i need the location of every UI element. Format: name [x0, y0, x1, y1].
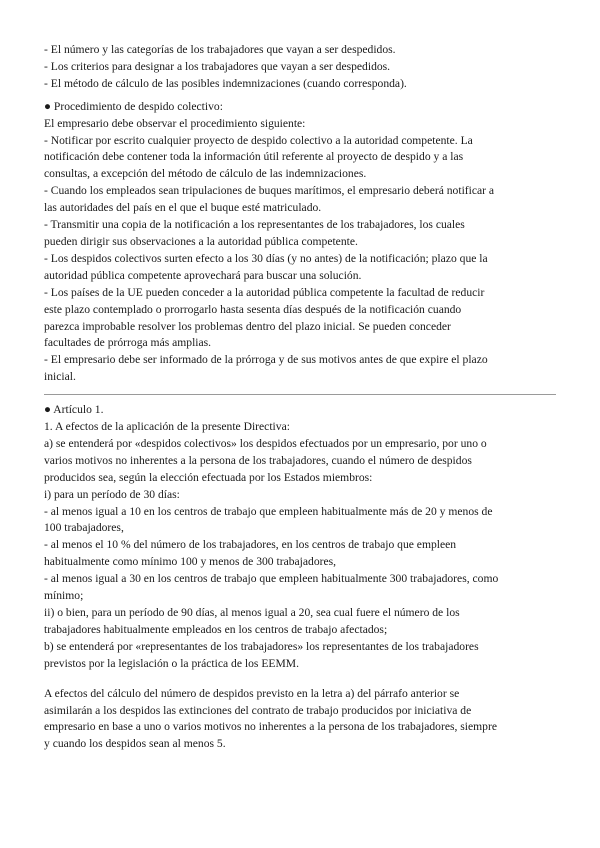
- paragraph-line: 1. A efectos de la aplicación de la presente Directiva:: [44, 420, 290, 434]
- paragraph-line: El empresario debe observar el procedimiento siguiente:: [44, 116, 306, 130]
- section-heading: ● Artículo 1.: [44, 403, 104, 417]
- paragraph-line: - Los países de la UE pueden conceder a la autoridad pública competente la facultad de reducir: [44, 285, 485, 299]
- paragraph-line: inicial.: [44, 370, 76, 384]
- paragraph-line: - Cuando los empleados sean tripulaciones de buques marítimos, el empresario deberá notificar a: [44, 184, 495, 198]
- paragraph-line: - Notificar por escrito cualquier proyecto de despido colectivo a la autoridad competente. La: [44, 133, 473, 147]
- paragraph-line: 100 trabajadores,: [44, 521, 124, 535]
- paragraph-line: trabajadores habitualmente empleados en los centros de trabajo afectados;: [44, 622, 388, 636]
- document-page: [44, 42, 558, 753]
- articulo-section: [44, 402, 558, 673]
- paragraph-line: parezca improbable resolver los problemas dentro del plazo inicial. Se pueden conceder: [44, 319, 451, 333]
- section-heading: ● Procedimiento de despido colectivo:: [44, 99, 223, 113]
- list-item: - El método de cálculo de las posibles indemnizaciones (cuando corresponda).: [44, 76, 407, 90]
- paragraph-line: - El empresario debe ser informado de la prórroga y de sus motivos antes de que expire el plazo: [44, 353, 488, 367]
- paragraph-line: varios motivos no inherentes a la persona de los trabajadores, cuando el número de despidos: [44, 453, 472, 467]
- list-item: - El número y las categorías de los trabajadores que vayan a ser despedidos.: [44, 43, 396, 56]
- list-item: - Los criterios para designar a los trabajadores que vayan a ser despedidos.: [44, 59, 391, 73]
- paragraph-line: producidos sea, según la elección efectuada por los Estados miembros:: [44, 470, 373, 484]
- paragraph-line: autoridad pública competente aprovechará para buscar una solución.: [44, 268, 362, 282]
- paragraph-line: - al menos el 10 % del número de los trabajadores, en los centros de trabajo que empleen: [44, 538, 457, 552]
- paragraph-line: - al menos igual a 10 en los centros de trabajo que empleen habitualmente más de 20 y menos de: [44, 504, 493, 518]
- procedimiento-section: [44, 99, 558, 386]
- final-paragraph: [44, 686, 558, 754]
- paragraph-line: y cuando los despidos sean al menos 5.: [44, 737, 226, 751]
- paragraph-line: este plazo contemplado o prorrogarlo hasta sesenta días después de la notificación cuando: [44, 302, 462, 316]
- paragraph-line: A efectos del cálculo del número de despidos previsto en la letra a) del párrafo anterior se: [44, 686, 460, 700]
- paragraph-line: - al menos igual a 30 en los centros de trabajo que empleen habitualmente 300 trabajadores, como: [44, 572, 499, 586]
- section-divider: [44, 394, 556, 395]
- paragraph-line: b) se entenderá por «representantes de los trabajadores» los representantes de los trabajadores: [44, 639, 479, 653]
- paragraph-line: facultades de prórroga más amplias.: [44, 336, 212, 350]
- paragraph-line: ii) o bien, para un período de 90 días, al menos igual a 20, sea cual fuere el número de los: [44, 606, 460, 619]
- paragraph-line: - Los despidos colectivos surten efecto a los 30 días (y no antes) de la notificación; plazo que la: [44, 251, 488, 265]
- paragraph-line: pueden dirigir sus observaciones a la autoridad pública competente.: [44, 234, 358, 248]
- paragraph-line: - Transmitir una copia de la notificación a los representantes de los trabajadores, los cuales: [44, 218, 465, 232]
- paragraph-line: habitualmente como mínimo 100 y menos de 300 trabajadores,: [44, 555, 337, 569]
- paragraph-line: i) para un período de 30 días:: [44, 487, 180, 501]
- paragraph-line: las autoridades del país en el que el buque esté matriculado.: [44, 201, 322, 215]
- paragraph-line: a) se entenderá por «despidos colectivos» los despidos efectuados por un empresario, por uno o: [44, 436, 487, 450]
- paragraph-line: notificación debe contener toda la información útil referente al proyecto de despido y a las: [44, 150, 464, 164]
- paragraph-line: empresario en base a uno o varios motivos no inherentes a la persona de los trabajadores, siempre: [44, 720, 497, 734]
- paragraph-line: asimilarán a los despidos las extinciones del contrato de trabajo producidos por iniciativa de: [44, 703, 472, 717]
- paragraph-line: previstos por la legislación o la práctica de los EEMM.: [44, 656, 299, 670]
- paragraph-line: consultas, a excepción del método de cálculo de las indemnizaciones.: [44, 167, 367, 181]
- paragraph-line: mínimo;: [44, 589, 84, 603]
- criteria-list: [44, 42, 558, 93]
